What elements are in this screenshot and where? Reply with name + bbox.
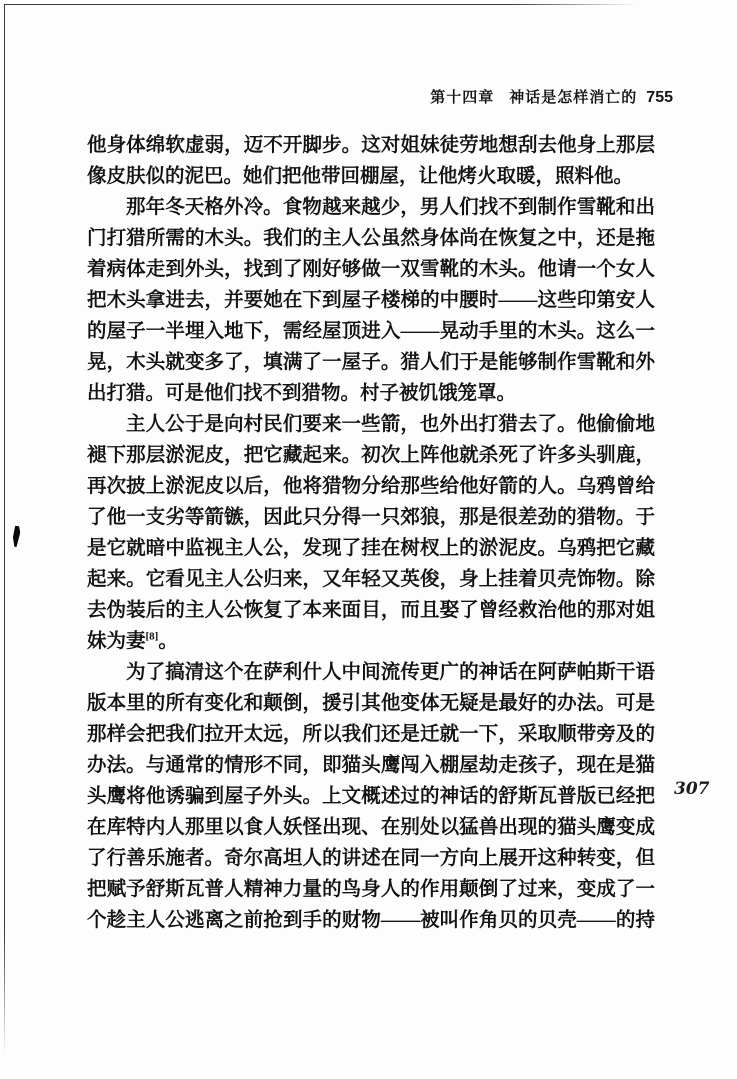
scan-edge-left bbox=[4, 4, 5, 1056]
text-line: 那年冬天格外冷。食物越来越少，男人们找不到制作雪靴和出 bbox=[126, 197, 655, 218]
scan-edge-top bbox=[5, 4, 637, 5]
text-line: 办法。与通常的情形不同，即猫头鹰闯入棚屋劫走孩子，现在是猫 bbox=[87, 755, 655, 776]
paragraph bbox=[87, 657, 655, 936]
text-line: 在库特内人那里以食人妖怪出现、在别处以猛兽出现的猫头鹰变成 bbox=[87, 817, 655, 838]
text-line: 版本里的所有变化和颠倒，援引其他变体无疑是最好的办法。可是 bbox=[87, 693, 655, 714]
text-line: 头鹰将他诱骗到屋子外头。上文概述过的神话的舒斯瓦普版已经把 bbox=[87, 786, 655, 807]
chapter-number: 第十四章 bbox=[430, 89, 495, 106]
margin-page-number: 307 bbox=[674, 779, 710, 799]
body-text bbox=[87, 130, 655, 936]
paragraph bbox=[87, 192, 655, 409]
text-line: 像皮肤似的泥巴。她们把他带回棚屋，让他烤火取暖，照料他。 bbox=[87, 166, 634, 187]
running-header bbox=[430, 86, 673, 107]
text-line: 褪下那层淤泥皮，把它藏起来。初次上阵他就杀死了许多头驯鹿， bbox=[87, 445, 655, 466]
text-line: 着病体走到外头，找到了刚好够做一双雪靴的木头。他请一个女人 bbox=[87, 259, 655, 280]
text-line: 再次披上淤泥皮以后，他将猎物分给那些给他好箭的人。乌鸦曾给 bbox=[87, 476, 655, 497]
footnote-ref: [8] bbox=[145, 630, 159, 643]
header-page-number: 755 bbox=[646, 89, 673, 106]
text-line: 门打猎所需的木头。我们的主人公虽然身体尚在恢复之中，还是拖 bbox=[87, 228, 655, 249]
text-line: 了行善乐施者。奇尔高坦人的讲述在同一方向上展开这种转变，但 bbox=[87, 848, 655, 869]
text-line: 他身体绵软虚弱，迈不开脚步。这对姐妹徒劳地想刮去他身上那层 bbox=[87, 135, 655, 156]
text-line: 的屋子一半埋入地下，需经屋顶进入——晃动手里的木头。这么一 bbox=[87, 321, 655, 342]
text-line: 去伪装后的主人公恢复了本来面目，而且娶了曾经救治他的那对姐 bbox=[87, 600, 655, 621]
text-line: 出打猎。可是他们找不到猎物。村子被饥饿笼罩。 bbox=[87, 383, 517, 404]
text-line: 起来。它看见主人公归来，又年轻又英俊，身上挂着贝壳饰物。除 bbox=[87, 569, 655, 590]
text-line: 为了搞清这个在萨利什人中间流传更广的神话在阿萨帕斯干语 bbox=[126, 662, 655, 683]
text-line: 晃，木头就变多了，填满了一屋子。猎人们于是能够制作雪靴和外 bbox=[87, 352, 655, 373]
chapter-title: 神话是怎样消亡的 bbox=[509, 89, 638, 106]
text-line: 主人公于是向村民们要来一些箭，也外出打猎去了。他偷偷地 bbox=[126, 414, 655, 435]
paragraph bbox=[87, 130, 655, 192]
text-line: 个趁主人公逃离之前抢到手的财物——被叫作角贝的贝壳——的持 bbox=[87, 910, 655, 931]
text-line: 妹为妻[8]。 bbox=[87, 630, 178, 652]
paragraph bbox=[87, 409, 655, 657]
ink-mark-artifact bbox=[12, 526, 20, 547]
text-line: 把木头拿进去，并要她在下到屋子楼梯的中腰时——这些印第安人 bbox=[87, 290, 655, 311]
text-line: 那样会把我们拉开太远，所以我们还是迁就一下，采取顺带旁及的 bbox=[87, 724, 655, 745]
text-line: 是它就暗中监视主人公，发现了挂在树杈上的淤泥皮。乌鸦把它藏 bbox=[87, 538, 655, 559]
text-line: 了他一支劣等箭镞，因此只分得一只郊狼，那是很差劲的猎物。于 bbox=[87, 507, 655, 528]
text-line: 把赋予舒斯瓦普人精神力量的鸟身人的作用颠倒了过来，变成了一 bbox=[87, 879, 655, 900]
